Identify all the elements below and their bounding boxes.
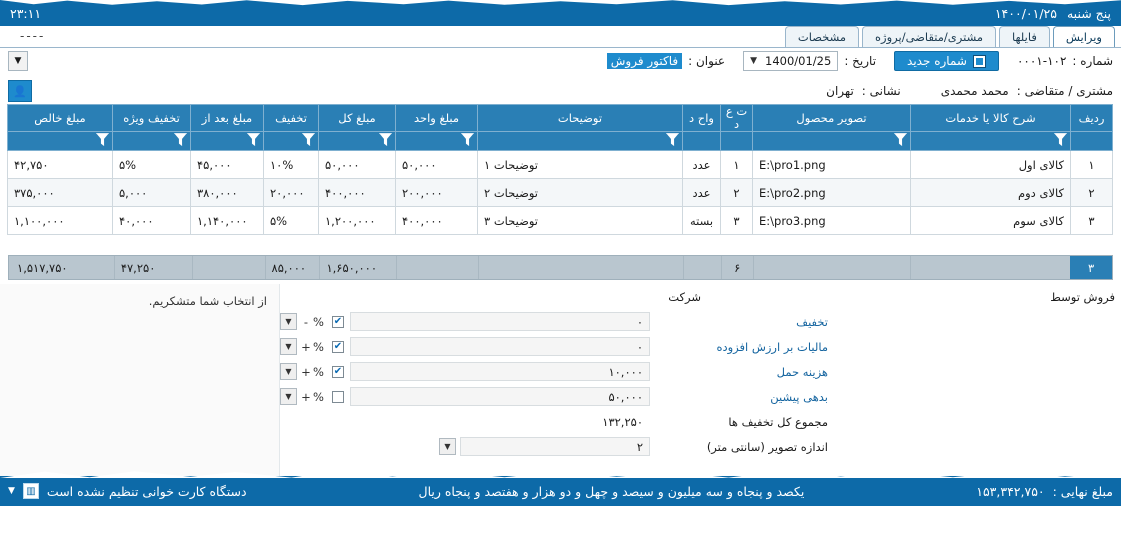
col-note[interactable]: توضیحات	[478, 105, 683, 132]
total-qty: ۶	[721, 256, 753, 279]
summary-row-shipping	[280, 359, 836, 384]
filter-icon[interactable]	[96, 133, 109, 146]
cell-discount: ۲۰,۰۰۰	[264, 179, 319, 207]
filter-icon[interactable]	[174, 133, 187, 146]
total-unit-blank	[683, 256, 721, 279]
cell-note: توضیحات ۲	[478, 179, 683, 207]
image-size-label: اندازه تصویر (سانتی متر)	[706, 439, 828, 454]
total-discounts-value: ۱۳۲,۲۵۰	[340, 412, 650, 431]
invoice-date-input[interactable]	[743, 51, 838, 71]
image-size-value[interactable]: ۲	[460, 437, 650, 456]
previous-debt-sign: +	[301, 389, 311, 404]
shipping-label[interactable]: هزینه حمل	[776, 364, 828, 379]
cell-note: توضیحات ۳	[478, 207, 683, 235]
card-reader-status-group[interactable]	[8, 483, 247, 499]
discount-checkbox[interactable]: ✔	[333, 316, 343, 327]
cell-description: کالای سوم	[911, 207, 1071, 235]
tab-edit[interactable]	[1053, 26, 1115, 47]
previous-debt-value[interactable]: ۵۰,۰۰۰	[350, 387, 650, 406]
cell-description: کالای اول	[911, 151, 1071, 179]
cell-unit: بسته	[683, 207, 721, 235]
total-desc-blank	[910, 256, 1070, 279]
table-row[interactable]	[8, 151, 1113, 179]
customer-picker-icon[interactable]: 👤	[8, 80, 32, 102]
tab-files[interactable]	[999, 26, 1050, 47]
discount-label[interactable]: تخفیف	[796, 314, 828, 329]
discount-sign: -	[303, 314, 309, 329]
discount-value[interactable]: ۰	[350, 312, 650, 331]
filter-unit-price[interactable]	[396, 132, 478, 151]
vat-percent-sign: %	[313, 339, 324, 354]
seller-panel	[835, 284, 1121, 476]
total-special-discount: ۴۷,۲۵۰	[114, 256, 192, 279]
table-row[interactable]	[8, 207, 1113, 235]
grid-filter-row	[8, 132, 1113, 151]
filter-icon[interactable]	[379, 133, 392, 146]
cell-after-discount: ۳۸۰,۰۰۰	[191, 179, 264, 207]
cell-special-discount: ۴۰,۰۰۰	[113, 207, 191, 235]
cell-net: ۳۷۵,۰۰۰	[8, 179, 113, 207]
shipping-checkbox[interactable]: ✔	[333, 366, 343, 377]
shipping-value[interactable]: ۱۰,۰۰۰	[350, 362, 650, 381]
cell-special-discount: ۵,۰۰۰	[113, 179, 191, 207]
cell-unit: عدد	[683, 179, 721, 207]
cell-unit-price: ۵۰,۰۰۰	[396, 151, 478, 179]
cell-index: ۳	[1071, 207, 1113, 235]
cell-after-discount: ۴۵,۰۰۰	[191, 151, 264, 179]
vat-label[interactable]: مالیات بر ارزش افزوده	[716, 339, 828, 354]
title-combo-arrow[interactable]: ▼	[8, 51, 28, 71]
cell-unit-price: ۴۰۰,۰۰۰	[396, 207, 478, 235]
invoice-header-row-2	[0, 78, 1121, 104]
filter-icon[interactable]	[894, 133, 907, 146]
cell-qty: ۲	[721, 179, 753, 207]
invoice-title-label: عنوان :	[688, 54, 726, 68]
page-footer-blank	[0, 506, 1121, 540]
previous-debt-dropdown-icon[interactable]: ▼	[280, 388, 297, 405]
filter-description[interactable]	[911, 132, 1071, 151]
tab-edit-label: ویرایش	[1065, 30, 1102, 44]
summary-rows-panel	[280, 284, 836, 476]
invoice-date-value: 1400/01/25	[765, 54, 832, 68]
tab-customer-label: مشتری/متقاضی/پروژه	[875, 30, 983, 44]
titlebar-date-group	[995, 6, 1111, 21]
customer-label: مشتری / متقاضی :	[1016, 84, 1113, 98]
shipping-percent-sign: %	[313, 364, 324, 379]
invoice-title-value[interactable]: فاکتور فروش	[607, 53, 682, 69]
cell-image: E:\pro2.png	[753, 179, 911, 207]
summary-row-total-discounts	[280, 409, 836, 434]
table-row[interactable]	[8, 179, 1113, 207]
new-number-label: شماره جدید	[907, 54, 967, 68]
invoice-header-row-1	[0, 48, 1121, 74]
filter-qty[interactable]	[721, 132, 753, 151]
filter-icon[interactable]	[247, 133, 260, 146]
cell-discount: ۵%	[264, 207, 319, 235]
new-number-button[interactable]	[894, 51, 999, 71]
cell-net: ۱,۱۰۰,۰۰۰	[8, 207, 113, 235]
grid-header-row	[8, 105, 1113, 132]
cell-description: کالای دوم	[911, 179, 1071, 207]
cell-total: ۴۰۰,۰۰۰	[319, 179, 396, 207]
total-discount: ۸۵,۰۰۰	[265, 256, 320, 279]
invoice-items-grid	[8, 104, 1113, 235]
total-discounts-label: مجموع کل تخفیف ها	[728, 414, 828, 429]
shipping-sign: +	[301, 364, 311, 379]
col-unit[interactable]: واح د	[683, 105, 721, 132]
total-note-blank	[478, 256, 683, 279]
cell-image: E:\pro3.png	[753, 207, 911, 235]
total-after-discount-blank	[192, 256, 265, 279]
cell-special-discount: ۵%	[113, 151, 191, 179]
amount-in-words: یکصد و پنجاه و سه میلیون و سیصد و چهل و دو هزار و هفتصد و پنجاه ریال	[418, 483, 805, 499]
total-net: ۱,۵۱۷,۷۵۰	[17, 260, 68, 275]
cell-index: ۱	[1071, 151, 1113, 179]
previous-debt-label[interactable]: بدهی پیشین	[770, 389, 828, 404]
invoice-number-value: ۰۰۰۱-۱۰۲	[1016, 54, 1067, 68]
image-size-dropdown-icon[interactable]: ▼	[439, 438, 456, 455]
filter-note[interactable]	[478, 132, 683, 151]
shipping-dropdown-icon[interactable]: ▼	[280, 363, 297, 380]
cell-qty: ۳	[721, 207, 753, 235]
tab-strip	[0, 26, 1121, 48]
invoice-summary-area	[0, 284, 1121, 476]
filter-total[interactable]	[319, 132, 396, 151]
invoice-number-label: شماره :	[1072, 54, 1113, 68]
vat-value[interactable]: ۰	[350, 337, 650, 356]
tab-specs-label: مشخصات	[797, 30, 847, 44]
card-reader-icon[interactable]: ▥	[23, 483, 39, 499]
titlebar-time-group	[10, 6, 41, 21]
thanks-panel	[0, 284, 280, 476]
discount-percent-sign: %	[313, 314, 324, 329]
discount-dropdown-icon[interactable]: ▼	[280, 313, 297, 330]
col-description[interactable]: شرح کالا یا خدمات	[911, 105, 1071, 132]
titlebar-date: ۱۴۰۰/۰۱/۲۵	[994, 5, 1057, 21]
chevron-down-icon[interactable]: ▼	[750, 56, 758, 66]
status-bar	[0, 476, 1121, 506]
new-number-icon	[973, 55, 986, 68]
titlebar-weekday: پنج شنبه	[1066, 5, 1111, 21]
filter-icon[interactable]	[1054, 133, 1067, 146]
cell-note: توضیحات ۱	[478, 151, 683, 179]
filter-icon[interactable]	[666, 133, 679, 146]
tab-customer[interactable]	[862, 26, 996, 47]
summary-row-discount	[280, 309, 836, 334]
total-image-blank	[753, 256, 911, 279]
col-index[interactable]: ردیف	[1071, 105, 1113, 132]
filter-after-discount[interactable]	[191, 132, 264, 151]
col-total[interactable]: مبلغ کل	[319, 105, 396, 132]
filter-icon[interactable]	[302, 133, 315, 146]
chevron-down-icon[interactable]: ▼	[8, 486, 15, 496]
cell-index: ۲	[1071, 179, 1113, 207]
tab-files-label: فایلها	[1012, 30, 1037, 44]
card-reader-message: دستگاه کارت خوانی تنظیم نشده است	[46, 483, 247, 499]
cell-discount: ۱۰%	[264, 151, 319, 179]
cell-unit-price: ۲۰۰,۰۰۰	[396, 179, 478, 207]
final-amount-label: مبلغ نهایی :	[1052, 483, 1113, 499]
cell-image: E:\pro1.png	[753, 151, 911, 179]
tab-overflow-dots[interactable]: ----	[20, 29, 46, 43]
total-unitprice-blank	[396, 256, 478, 279]
grid-totals-row	[8, 255, 1113, 280]
final-amount-value: ۱۵۳,۳۴۲,۷۵۰	[976, 483, 1045, 499]
address-label: نشانی :	[861, 84, 901, 98]
col-discount[interactable]: تخفیف	[264, 105, 319, 132]
customer-value[interactable]: محمد محمدی	[940, 84, 1009, 98]
seller-label: فروش توسط	[1050, 289, 1115, 304]
total-total: ۱,۶۵۰,۰۰۰	[319, 256, 396, 279]
col-image[interactable]: تصویر محصول	[753, 105, 911, 132]
vat-dropdown-icon[interactable]: ▼	[280, 338, 297, 355]
cell-after-discount: ۱,۱۴۰,۰۰۰	[191, 207, 264, 235]
cell-unit: عدد	[683, 151, 721, 179]
filter-icon[interactable]	[461, 133, 474, 146]
summary-row-image-size	[280, 434, 836, 459]
filter-image[interactable]	[753, 132, 911, 151]
filter-discount[interactable]	[264, 132, 319, 151]
previous-debt-checkbox[interactable]	[332, 391, 344, 403]
cell-total: ۱,۲۰۰,۰۰۰	[319, 207, 396, 235]
cell-net: ۴۲,۷۵۰	[8, 151, 113, 179]
cell-qty: ۱	[721, 151, 753, 179]
tab-specs[interactable]	[785, 26, 859, 47]
address-value[interactable]: تهران	[826, 84, 854, 98]
summary-row-vat	[280, 334, 836, 359]
summary-row-previous-debt	[280, 384, 836, 409]
col-special-discount[interactable]: تخفیف ویژه	[113, 105, 191, 132]
col-qty[interactable]: ت ع د	[721, 105, 753, 132]
filter-unit[interactable]	[683, 132, 721, 151]
invoice-date-label: تاریخ :	[844, 54, 877, 68]
total-count: ۳	[1070, 256, 1112, 279]
col-net[interactable]: مبلغ خالص	[8, 105, 113, 132]
filter-index[interactable]	[1071, 132, 1113, 151]
col-after-discount[interactable]: مبلغ بعد از	[191, 105, 264, 132]
thanks-text: از انتخاب شما متشکریم.	[148, 294, 267, 308]
previous-debt-percent-sign: %	[313, 389, 324, 404]
seller-company-value[interactable]: شرکت	[508, 287, 708, 306]
cell-total: ۵۰,۰۰۰	[319, 151, 396, 179]
vat-sign: +	[301, 339, 311, 354]
final-amount-group	[976, 484, 1113, 499]
vat-checkbox[interactable]: ✔	[333, 341, 343, 352]
filter-net[interactable]	[8, 132, 113, 151]
filter-special-discount[interactable]	[113, 132, 191, 151]
titlebar-time: ۲۳:۱۱	[10, 5, 42, 21]
amount-in-words-group	[418, 484, 804, 499]
col-unit-price[interactable]: مبلغ واحد	[396, 105, 478, 132]
